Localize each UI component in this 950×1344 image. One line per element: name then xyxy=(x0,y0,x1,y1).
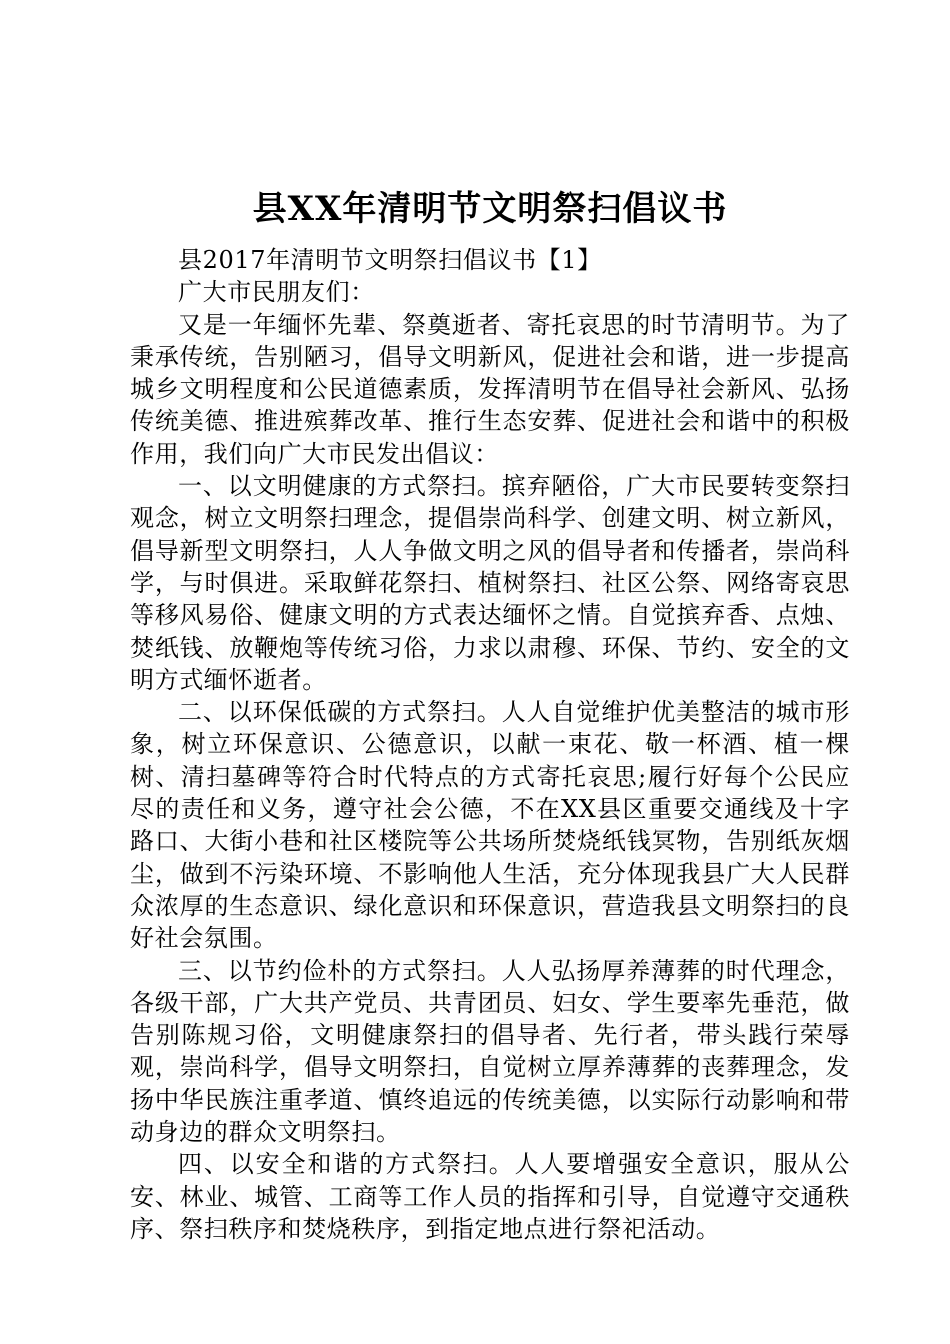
document-subtitle: 县2017年清明节文明祭扫倡议书【1】 xyxy=(178,246,602,274)
document-page xyxy=(130,186,850,1245)
proposal-paragraph-1: 一、以文明健康的方式祭扫。摈弃陋俗，广大市民要转变祭扫观念，树立文明祭扫理念，提倡崇尚科学、创建文明、树立新风，倡导新型文明祭扫，人人争做文明之风的倡导者和传播者，崇尚科学，与时俱进。采取鲜花祭扫、植树祭扫、社区公祭、网络寄哀思等移风易俗、健康文明的方式表达缅怀之情。自觉摈弃香、点烛、焚纸钱、放鞭炮等传统习俗，力求以肃穆、环保、节约、安全的文明方式缅怀逝者。 xyxy=(130,472,850,694)
proposal-paragraph-3: 三、以节约俭朴的方式祭扫。人人弘扬厚养薄葬的时代理念，各级干部，广大共产党员、共青团员、妇女、学生要率先垂范，做告别陈规习俗，文明健康祭扫的倡导者、先行者，带头践行荣辱观，崇尚科学，倡导文明祭扫，自觉树立厚养薄葬的丧葬理念，发扬中华民族注重孝道、慎终追远的传统美德，以实际行动影响和带动身边的群众文明祭扫。 xyxy=(130,956,850,1147)
proposal-paragraph-4: 四、以安全和谐的方式祭扫。人人要增强安全意识，服从公安、林业、城管、工商等工作人员的指挥和引导，自觉遵守交通秩序、祭扫秩序和焚烧秩序，到指定地点进行祭祀活动。 xyxy=(130,1150,850,1243)
intro-paragraph: 又是一年缅怀先辈、祭奠逝者、寄托哀思的时节清明节。为了秉承传统，告别陋习，倡导文明新风，促进社会和谐，进一步提高城乡文明程度和公民道德素质，发挥清明节在倡导社会新风、弘扬传统美德、推进殡葬改革、推行生态安葬、促进社会和谐中的积极作用，我们向广大市民发出倡议： xyxy=(130,310,850,468)
proposal-paragraph-2: 二、以环保低碳的方式祭扫。人人自觉维护优美整洁的城市形象，树立环保意识、公德意识，以献一束花、敬一杯酒、植一棵树、清扫墓碑等符合时代特点的方式寄托哀思;履行好每个公民应尽的责任和义务，遵守社会公德，不在XX县区重要交通线及十字路口、大街小巷和社区楼院等公共场所焚烧纸钱冥物，告别纸灰烟尘，做到不污染环境、不影响他人生活，充分体现我县广大人民群众浓厚的生态意识、绿化意识和环保意识，营造我县文明祭扫的良好社会氛围。 xyxy=(130,698,850,953)
document-title: 县XX年清明节文明祭扫倡议书 xyxy=(252,189,728,229)
salutation: 广大市民朋友们： xyxy=(178,278,375,307)
